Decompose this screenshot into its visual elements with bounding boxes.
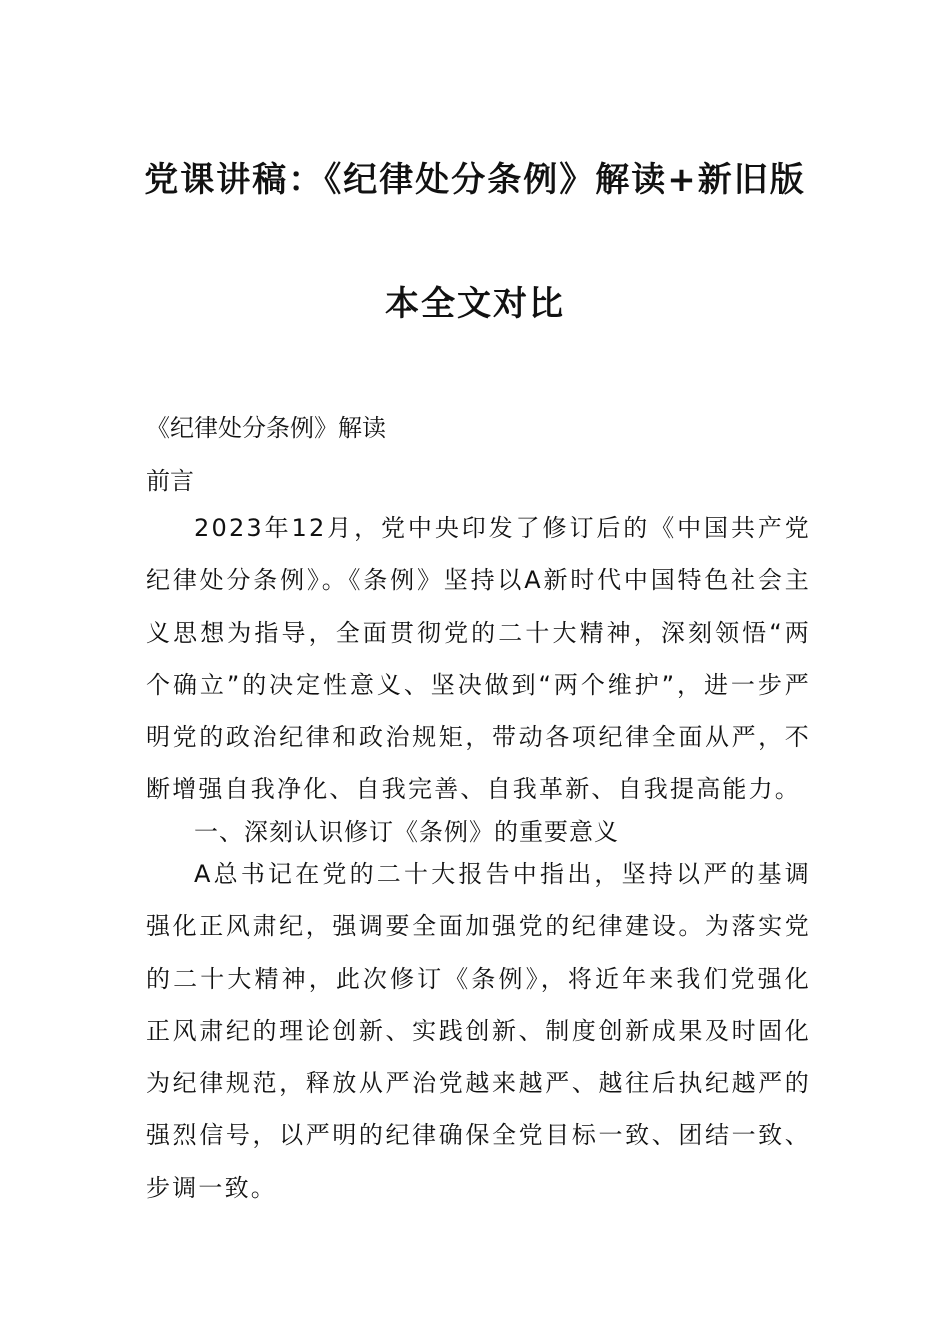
- preface-label: 前言: [146, 467, 194, 495]
- document-title-line-1: 党课讲稿：《纪律处分条例》解读+新旧版: [144, 160, 806, 200]
- paragraph-section-1: A总书记在党的二十大报告中指出，坚持以严的基调强化正风肃纪，强调要全面加强党的纪律建设。为落实党的二十大精神，此次修订《条例》，将近年来我们党强化正风肃纪的理论创新、实践创新、制度创新成果及时固化为纪律规范，释放从严治党越来越严、越往后执纪越严的强烈信号，以严明的纪律确保全党目标一致、团结一致、步调一致。: [146, 860, 811, 1202]
- paragraph-intro: 2023年12月，党中央印发了修订后的《中国共产党纪律处分条例》。《条例》坚持以A新时代中国特色社会主义思想为指导，全面贯彻党的二十大精神，深刻领悟“两个确立”的决定性意义、坚决做到“两个维护”，进一步严明党的政治纪律和政治规矩，带动各项纪律全面从严，不断增强自我净化、自我完善、自我革新、自我提高能力。: [146, 514, 811, 804]
- section-heading-1: 一、深刻认识修订《条例》的重要意义: [194, 818, 619, 846]
- document-title-line-2: 本全文对比: [385, 284, 565, 324]
- document-subheading: 《纪律处分条例》解读: [146, 414, 386, 442]
